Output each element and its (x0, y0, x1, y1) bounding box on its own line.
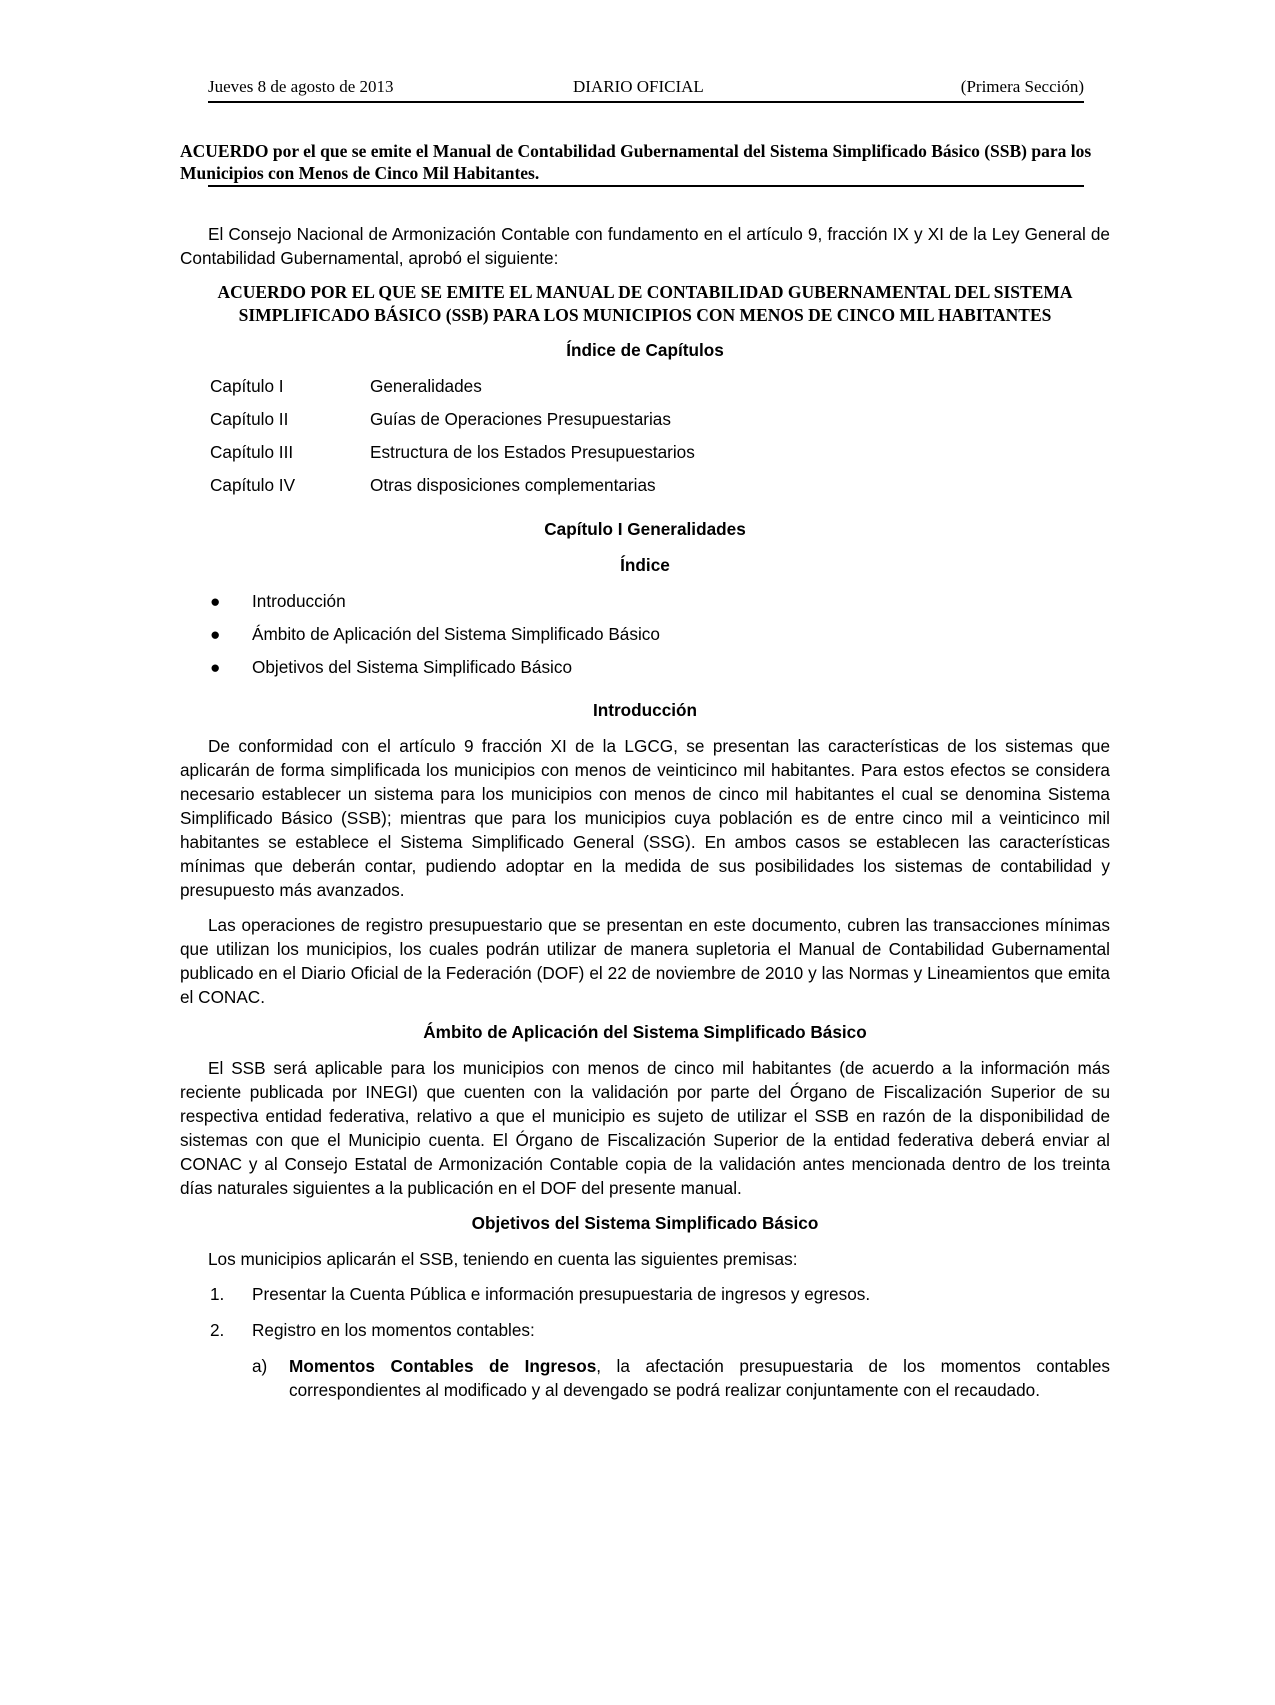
list-item (180, 589, 1110, 622)
chapter-number: Capítulo I (210, 376, 284, 396)
list-number: 2. (210, 1320, 225, 1340)
chapter-row (180, 473, 1110, 506)
chapter1-index-list (180, 589, 1110, 688)
sub-list-item-rest: , la afectación presupuestaria de los momentos contables correspondientes al modificado y al devengado se podrá realizar conjuntamente con el recaudado. (289, 1356, 1110, 1400)
list-item-text: Introducción (252, 591, 346, 611)
sub-list-item-bold: Momentos Contables de Ingresos (289, 1356, 597, 1376)
chapter1-index-heading: Índice (620, 555, 670, 575)
list-item (180, 622, 1110, 655)
chapter-name: Estructura de los Estados Presupuestarios (370, 442, 695, 462)
chapter-number: Capítulo IV (210, 475, 296, 495)
chapter-name: Guías de Operaciones Presupuestarias (370, 409, 671, 429)
chapter-row (180, 440, 1110, 473)
ambito-heading: Ámbito de Aplicación del Sistema Simplificado Básico (423, 1022, 867, 1042)
list-item (180, 1282, 1110, 1306)
list-item-text: Ámbito de Aplicación del Sistema Simplificado Básico (252, 624, 660, 644)
introduccion-paragraph-2: Las operaciones de registro presupuestario que se presentan en este documento, cubren las transacciones mínimas que utilizan los municipios, los cuales podrán utilizar de manera supletoria el Manual de Contabilidad Gubernamental publicado en el Diario Oficial de la Federación (DOF) el 22 de noviembre de 2010 y las Normas y Lineamientos que emita el CONAC. (180, 915, 1110, 1007)
chapter1-heading: Capítulo I Generalidades (544, 519, 746, 539)
bullet-icon: ● (210, 624, 221, 644)
chapter-name: Generalidades (370, 376, 482, 396)
bullet-icon: ● (210, 591, 221, 611)
sub-list-letter: a) (252, 1356, 268, 1376)
acuerdo-title: ACUERDO por el que se emite el Manual de Contabilidad Gubernamental del Sistema Simplificado Básico (SSB) para los Municipios con Menos de Cinco Mil Habitantes. (180, 141, 1092, 183)
intro-paragraph: El Consejo Nacional de Armonización Contable con fundamento en el artículo 9, fracción IX y XI de la Ley General de Contabilidad Gubernamental, aprobó el siguiente: (180, 224, 1110, 268)
chapter-name: Otras disposiciones complementarias (370, 475, 656, 495)
document-body (180, 222, 1110, 1402)
chapter-number: Capítulo III (210, 442, 294, 462)
header-section: (Primera Sección) (960, 77, 1084, 96)
header-publication: DIARIO OFICIAL (573, 77, 704, 96)
introduccion-paragraph-1: De conformidad con el artículo 9 fracción XI de la LGCG, se presentan las características de los sistemas que aplicarán de forma simplificada los municipios con menos de veinticinco mil habitantes. Para estos efectos se considera necesario establecer un sistema para los municipios con menos de cinco mil habitantes el cual se denomina Sistema Simplificado Básico (SSB); mientras que para los municipios cuya población es de entre cinco mil a veinticinco mil habitantes se establece el Sistema Simplificado General (SSG). En ambos casos se establecen las características mínimas que deberán contar, pudiendo adoptar en la medida de sus posibilidades los sistemas de contabilidad y presupuesto más avanzados. (180, 736, 1110, 900)
introduccion-heading: Introducción (592, 700, 698, 720)
sub-list-item-text (289, 1354, 1110, 1402)
list-item (180, 1318, 1110, 1342)
sub-list-item (252, 1354, 1110, 1402)
bullet-icon: ● (210, 657, 221, 677)
chapter-row (180, 407, 1110, 440)
list-item (180, 655, 1110, 688)
header-date: Jueves 8 de agosto de 2013 (208, 77, 394, 96)
chapter-row (180, 374, 1110, 407)
main-heading: ACUERDO POR EL QUE SE EMITE EL MANUAL DE CONTABILIDAD GUBERNAMENTAL DEL SISTEMA SIMPLIFICADO BÁSICO (SSB) PARA LOS MUNICIPIOS CON MENOS DE CINCO MIL HABITANTES (217, 282, 1073, 325)
ambito-paragraph: El SSB será aplicable para los municipios con menos de cinco mil habitantes (de acuerdo a la información más reciente publicada por INEGI) que cuenten con la validación por parte del Órgano de Fiscalización Superior de su respectiva entidad federativa, relativo a que el municipio es sujeto de utilizar el SSB en razón de la disponibilidad de sistemas con que el Municipio cuenta. El Órgano de Fiscalización Superior de la entidad federativa deberá enviar al CONAC y al Consejo Estatal de Armonización Contable copia de la validación antes mencionada dentro de los treinta días naturales siguientes a la publicación en el DOF del presente manual. (180, 1058, 1110, 1198)
list-item-text: Objetivos del Sistema Simplificado Básico (252, 657, 573, 677)
objetivos-heading: Objetivos del Sistema Simplificado Básico (471, 1213, 819, 1233)
list-number: 1. (210, 1284, 225, 1304)
title-rule (208, 185, 1084, 187)
objetivos-paragraph: Los municipios aplicarán el SSB, teniendo en cuenta las siguientes premisas: (208, 1249, 798, 1269)
chapter-number: Capítulo II (210, 409, 289, 429)
objetivos-list (180, 1282, 1110, 1402)
header-rule (208, 101, 1084, 103)
chapters-index-heading: Índice de Capítulos (566, 340, 724, 360)
list-item-text: Presentar la Cuenta Pública e información presupuestaria de ingresos y egresos. (252, 1284, 871, 1304)
chapters-index (180, 374, 1110, 506)
list-item-text: Registro en los momentos contables: (252, 1320, 535, 1340)
